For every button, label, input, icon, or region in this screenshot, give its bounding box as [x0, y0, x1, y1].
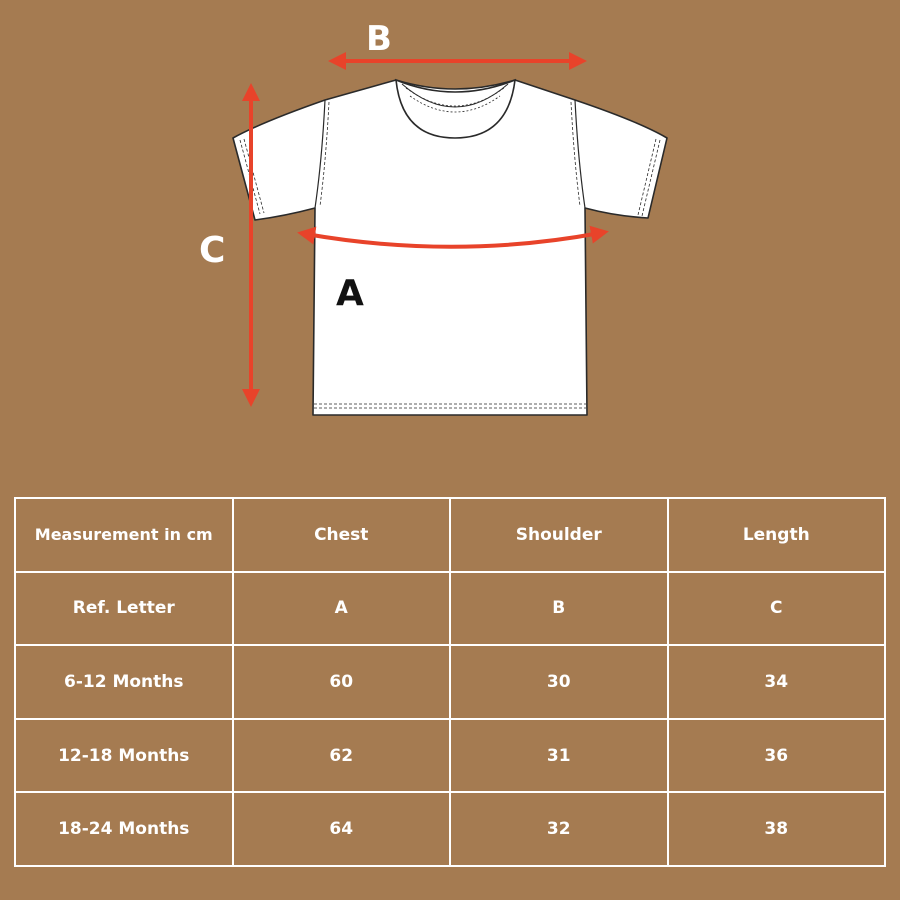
table-row	[15, 719, 885, 793]
shoulder-cell: 31	[450, 719, 668, 793]
table-header-row	[15, 498, 885, 572]
length-cell: C	[668, 572, 886, 646]
table-row	[15, 645, 885, 719]
chest-cell: 60	[233, 645, 451, 719]
chest-cell: A	[233, 572, 451, 646]
header-shoulder-cell: Shoulder	[450, 498, 668, 572]
header-measurement-cell: Measurement in cm	[15, 498, 233, 572]
header-length-cell: Length	[668, 498, 886, 572]
shoulder-label-b: B	[366, 19, 392, 59]
shoulder-cell: 30	[450, 645, 668, 719]
table-row	[15, 792, 885, 866]
row-label-cell: 6-12 Months	[15, 645, 233, 719]
header-chest-cell: Chest	[233, 498, 451, 572]
length-cell: 36	[668, 719, 886, 793]
length-cell: 38	[668, 792, 886, 866]
shoulder-cell: 32	[450, 792, 668, 866]
table-row	[15, 572, 885, 646]
chest-cell: 62	[233, 719, 451, 793]
shoulder-cell: B	[450, 572, 668, 646]
row-label-cell: Ref. Letter	[15, 572, 233, 646]
chest-label-a: A	[336, 273, 364, 314]
row-label-cell: 18-24 Months	[15, 792, 233, 866]
row-label-cell: 12-18 Months	[15, 719, 233, 793]
length-label-c: C	[199, 230, 226, 271]
chest-cell: 64	[233, 792, 451, 866]
size-chart-table	[14, 497, 886, 867]
length-cell: 34	[668, 645, 886, 719]
